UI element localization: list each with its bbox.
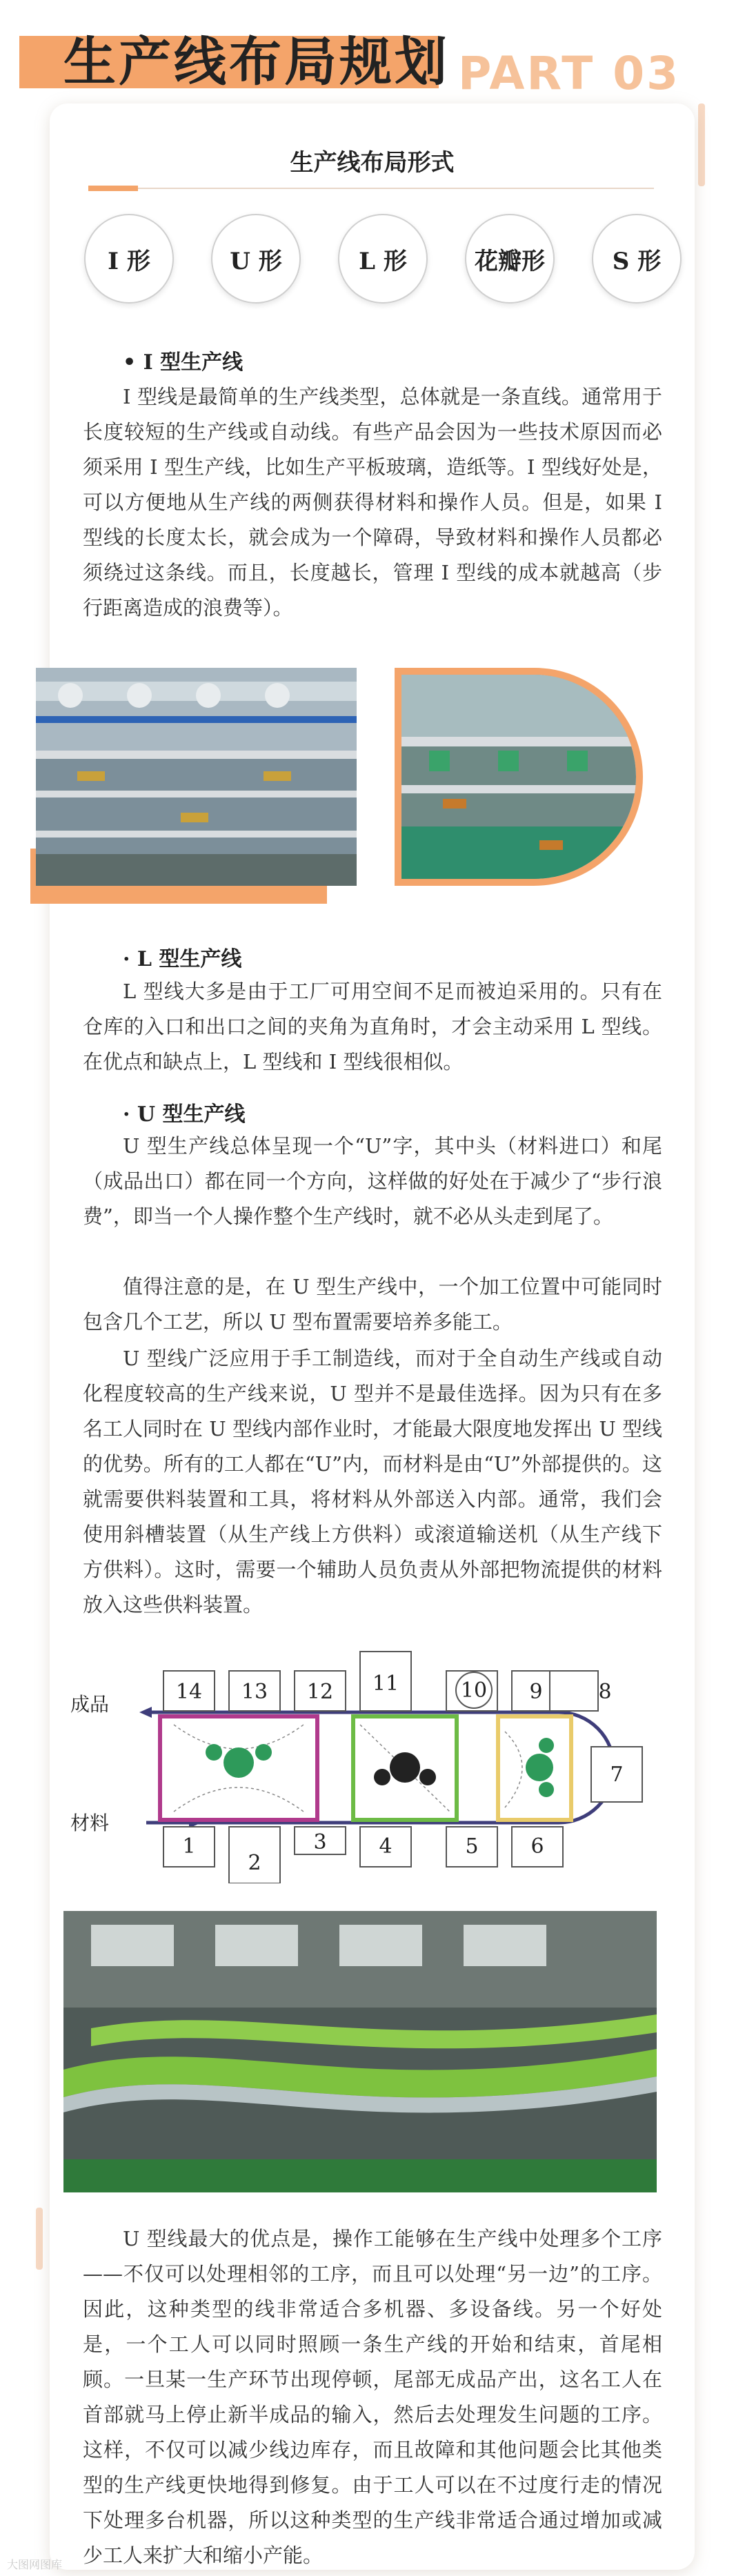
l-line-heading: · L 型生产线 (123, 947, 242, 971)
factory-photo-left (36, 668, 357, 886)
section-title: 生产线布局形式 (290, 149, 455, 177)
shape-s: S 形 (592, 214, 682, 304)
station-label: 8 (598, 1680, 612, 1704)
i-line-heading: • I 型生产线 (123, 350, 244, 375)
shape-i: I 形 (84, 214, 174, 304)
layout-shape-list (83, 214, 662, 304)
station-label: 1 (182, 1834, 196, 1859)
station-label: 7 (610, 1763, 624, 1787)
decor-strip (698, 103, 705, 186)
shape-u: U 形 (211, 214, 301, 304)
u-line-heading: · U 型生产线 (123, 1102, 246, 1127)
page-title: 生产线布局规划 (63, 31, 450, 92)
i-line-paragraph: I 型线是最简单的生产线类型，总体就是一条直线。通常用于长度较短的生产线或自动线。有些产品会因为一些技术原因而必须采用 I 型生产线，比如生产平板玻璃，造纸等。I 型线好处是，可以方便地从生产线的两侧获得材料和操作人员。但是，如果 I 型线的长度太长，就会成为一个障碍，导致材料和操作人员都必须绕过这条线。而且，长度越长，管理 I 型线的成本就越高（步行距离造成的浪费等）。 (83, 385, 662, 620)
u-line-paragraph-1: U 型生产线总体呈现一个“U”字，其中头（材料进口）和尾（成品出口）都在同一个方向，这样做的好处在于减少了“步行浪费”，即当一个人操作整个生产线时，就不必从头走到尾了。 (83, 1134, 662, 1228)
title-divider-accent (88, 186, 138, 191)
station-label: 13 (241, 1680, 268, 1704)
decor-strip (36, 2208, 43, 2270)
u-line-paragraph-3: U 型线广泛应用于手工制造线，而对于全自动生产线或自动化程度较高的生产线来说，U 型并不是最佳选择。因为只有在多名工人同时在 U 型线内部作业时，才能最大限度地发挥出 U 型线的优势。所有的工人都在“U”内，而材料是由“U”外部提供的。这就需要供料装置和工具，将材料从外部送入内部。通常，我们会使用斜槽装置（从生产线上方供料）或滚道输送机（从生产线下方供料）。这时，需要一个辅助人员负责从外部把物流提供的材料放入这些供料装置。 (83, 1347, 662, 1616)
u-line-closing-paragraph: U 型线最大的优点是，操作工能够在生产线中处理多个工序——不仅可以处理相邻的工序，而且可以处理“另一边”的工序。因此，这种类型的线非常适合多机器、多设备线。另一个好处是，一个工人可以同时照顾一条生产线的开始和结束，首尾相顾。一旦某一生产环节出现停顿，尾部无成品产出，这名工人在首部就马上停止新半成品的输入，然后去处理发生问题的工序。这样，不仅可以减少线边库存，而且故障和其他问题会比其他类型的生产线更快地得到修复。由于工人可以在不过度行走的情况下处理多台机器，所以这种类型的生产线非常适合通过增加或减少工人来扩大和缩小产能。 (83, 2227, 662, 2567)
part-label: PART 03 (458, 47, 681, 100)
station-label: 12 (306, 1680, 334, 1704)
station-label: 4 (379, 1834, 393, 1859)
shape-petal: 花瓣形 (465, 214, 555, 304)
station-label: 3 (313, 1830, 327, 1854)
station-label: 10 (460, 1678, 488, 1703)
page-header (0, 0, 745, 103)
title-divider (88, 188, 654, 189)
watermark: 大图网图库 (7, 2558, 63, 2571)
station-label: 11 (372, 1672, 399, 1696)
u-line-paragraph-2: 值得注意的是，在 U 型生产线中，一个加工位置中可能同时包含几个工艺，所以 U 型布置需要培养多能工。 (83, 1275, 662, 1334)
l-line-paragraph: L 型线大多是由于工厂可用空间不足而被迫采用的。只有在仓库的入口和出口之间的夹角为直角时，才会主动采用 L 型线。在优点和缺点上，L 型线和 I 型线很相似。 (83, 980, 662, 1073)
station-label: 2 (248, 1851, 261, 1875)
shape-l: L 形 (338, 214, 428, 304)
output-label: 成品 (70, 1693, 110, 1716)
u-line-diagram (63, 1649, 670, 1883)
factory-photo-right (395, 668, 643, 886)
station-label: 14 (175, 1680, 203, 1704)
station-label: 6 (530, 1834, 544, 1859)
station-label: 5 (465, 1834, 479, 1859)
content-card (50, 103, 695, 2570)
station-label: 9 (529, 1680, 543, 1704)
u-line-factory-photo (63, 1911, 657, 2192)
input-label: 材料 (70, 1812, 110, 1834)
